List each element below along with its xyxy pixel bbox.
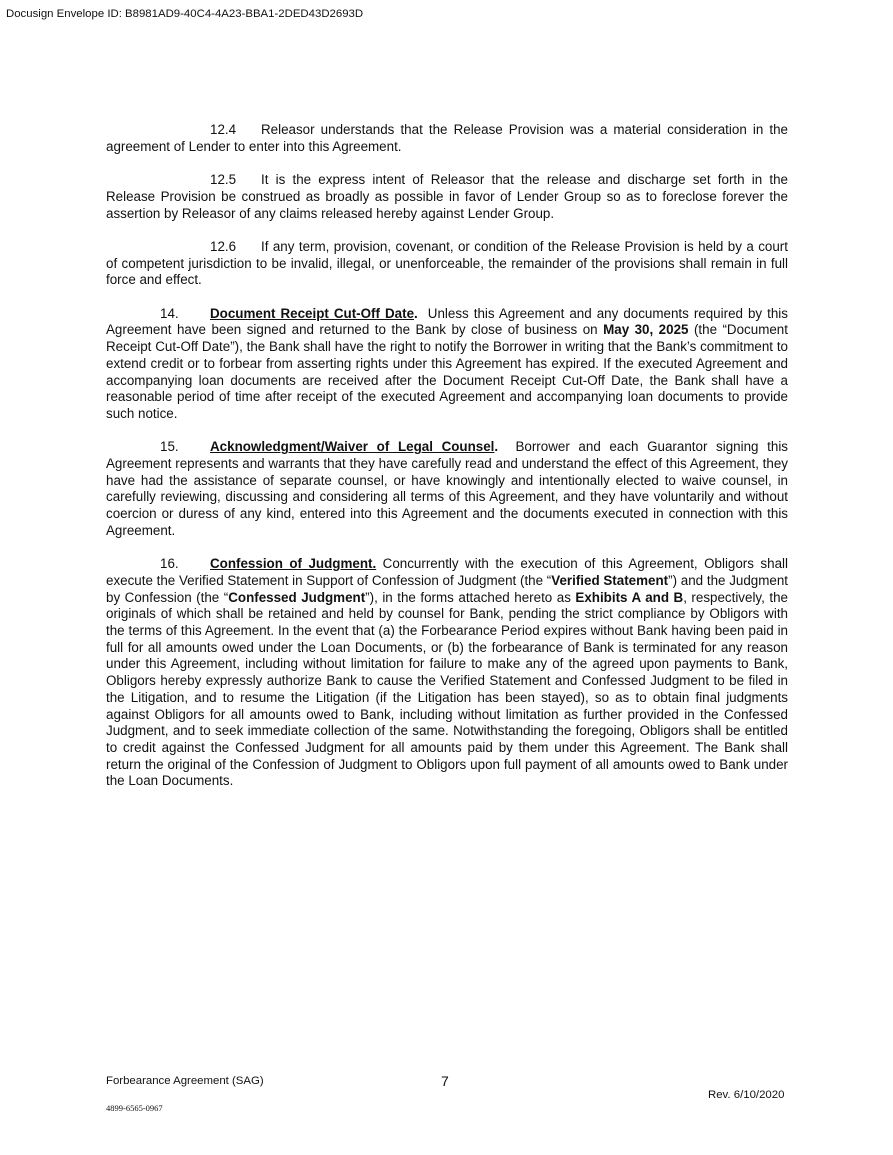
paragraph-12-6 — [106, 239, 788, 289]
section-heading: Document Receipt Cut-Off Date — [210, 305, 415, 321]
confessed-judgment-term: Confessed Judgment — [228, 589, 366, 605]
envelope-id: Docusign Envelope ID: B8981AD9-40C4-4A23-BBA1-2DED43D2693D — [6, 8, 364, 20]
document-number: 4899-6565-0967 — [106, 1103, 163, 1113]
heading-period: . — [414, 305, 418, 321]
paragraph-text: , respectively, the originals of which shall be retained and held by counsel for Bank, pending the strict compliance by Obligors with the terms of this Agreement. In the event that (a) the Forbearance Period expires without Bank having been paid in full for all amounts owed under the Loan Documents, or (b) the forbearance of Bank is terminated for any reason under this Agreement, including without limitation for failure to make any of the agreed upon payments to Bank, Obligors hereby expressly authorize Bank to cause the Verified Statement and Confessed Judgment to be filed in the Litigation, and to resume the Litigation (if the Litigation has been stayed), so as to obtain final judgments against Obligors for all amounts owed to Bank, including without limitation as further provided in the Confessed Judgment, and to seek immediate collection of the same. Notwithstanding the foregoing, Obligors shall be entitled to credit against the Confessed Judgment for all amounts paid by them under this Agreement. The Bank shall return the original of the Confession of Judgment to Obligors upon full payment of all amounts owed to Bank under the Loan Documents. — [106, 589, 788, 789]
section-heading: Confession of Judgment. — [210, 556, 377, 572]
section-number: 12.5 — [210, 172, 237, 188]
page-number: 7 — [441, 1073, 449, 1089]
paragraph-text: Releasor understands that the Release Provision was a material consideration in the agreement of Lender to enter into this Agreement. — [106, 122, 788, 154]
paragraph-text: (the “Document Receipt Cut-Off Date”), the Bank shall have the right to notify the Borrower in writing that the Bank’s commitment to extend credit or to forbear from asserting rights under this Agreement has expired. If the executed Agreement and accompanying loan documents are received after the Document Receipt Cut-Off Date, the Bank shall have a reasonable period of time after receipt of the executed Agreement and accompanying loan documents to provide such notice. — [106, 322, 788, 421]
paragraph-16 — [106, 556, 788, 790]
paragraph-text: It is the express intent of Releasor that the release and discharge set forth in the Release Provision be construed as broadly as possible in favor of Lender Group so as to foreclose forever the assertion by Releasor of any claims released hereby against Lender Group. — [106, 172, 788, 221]
paragraph-12-5 — [106, 172, 788, 222]
document-body — [106, 122, 788, 807]
paragraph-15 — [106, 439, 788, 539]
section-number: 14. — [160, 305, 179, 321]
section-number: 15. — [160, 439, 179, 455]
paragraph-text: Borrower and each Guarantor signing this Agreement represents and warrants that they have carefully read and understand the effect of this Agreement, they have had the assistance of separate counsel, or have knowingly and intentionally elected to waive counsel, in carefully reviewing, discussing and considering all terms of this Agreement, and they have voluntarily and without coercion or duress of any kind, entered into this Agreement and the documents executed in connection with this Agreement. — [106, 439, 788, 538]
paragraph-12-4 — [106, 122, 788, 155]
section-number: 12.4 — [210, 122, 237, 137]
paragraph-text: ”) and the Judgment by Confession (the “ — [106, 572, 789, 605]
section-number: 12.6 — [210, 238, 237, 254]
footer-title: Forbearance Agreement (SAG) — [106, 1075, 264, 1087]
exhibits-term: Exhibits A and B — [575, 589, 684, 605]
section-number: 16. — [160, 556, 179, 572]
paragraph-text: ”), in the forms attached hereto as — [365, 589, 571, 605]
section-heading: Acknowledgment/Waiver of Legal Counsel — [210, 439, 495, 455]
verified-statement-term: Verified Statement — [551, 572, 669, 588]
paragraph-14 — [106, 306, 788, 423]
paragraph-text: Concurrently with the execution of this Agreement, Obligors shall execute the Verified Statement in Support of Confession of Judgment (the “ — [106, 556, 788, 588]
heading-period: . — [494, 439, 499, 455]
paragraph-text: Unless this Agreement and any documents required by this Agreement have been signed and returned to the Bank by close of business on — [106, 305, 788, 338]
cut-off-date: May 30, 2025 — [603, 322, 689, 338]
paragraph-text: If any term, provision, covenant, or condition of the Release Provision is held by a court of competent jurisdiction to be invalid, illegal, or unenforceable, the remainder of the provisions shall remain in full force and effect. — [106, 238, 788, 288]
revision-date: Rev. 6/10/2020 — [708, 1089, 785, 1101]
